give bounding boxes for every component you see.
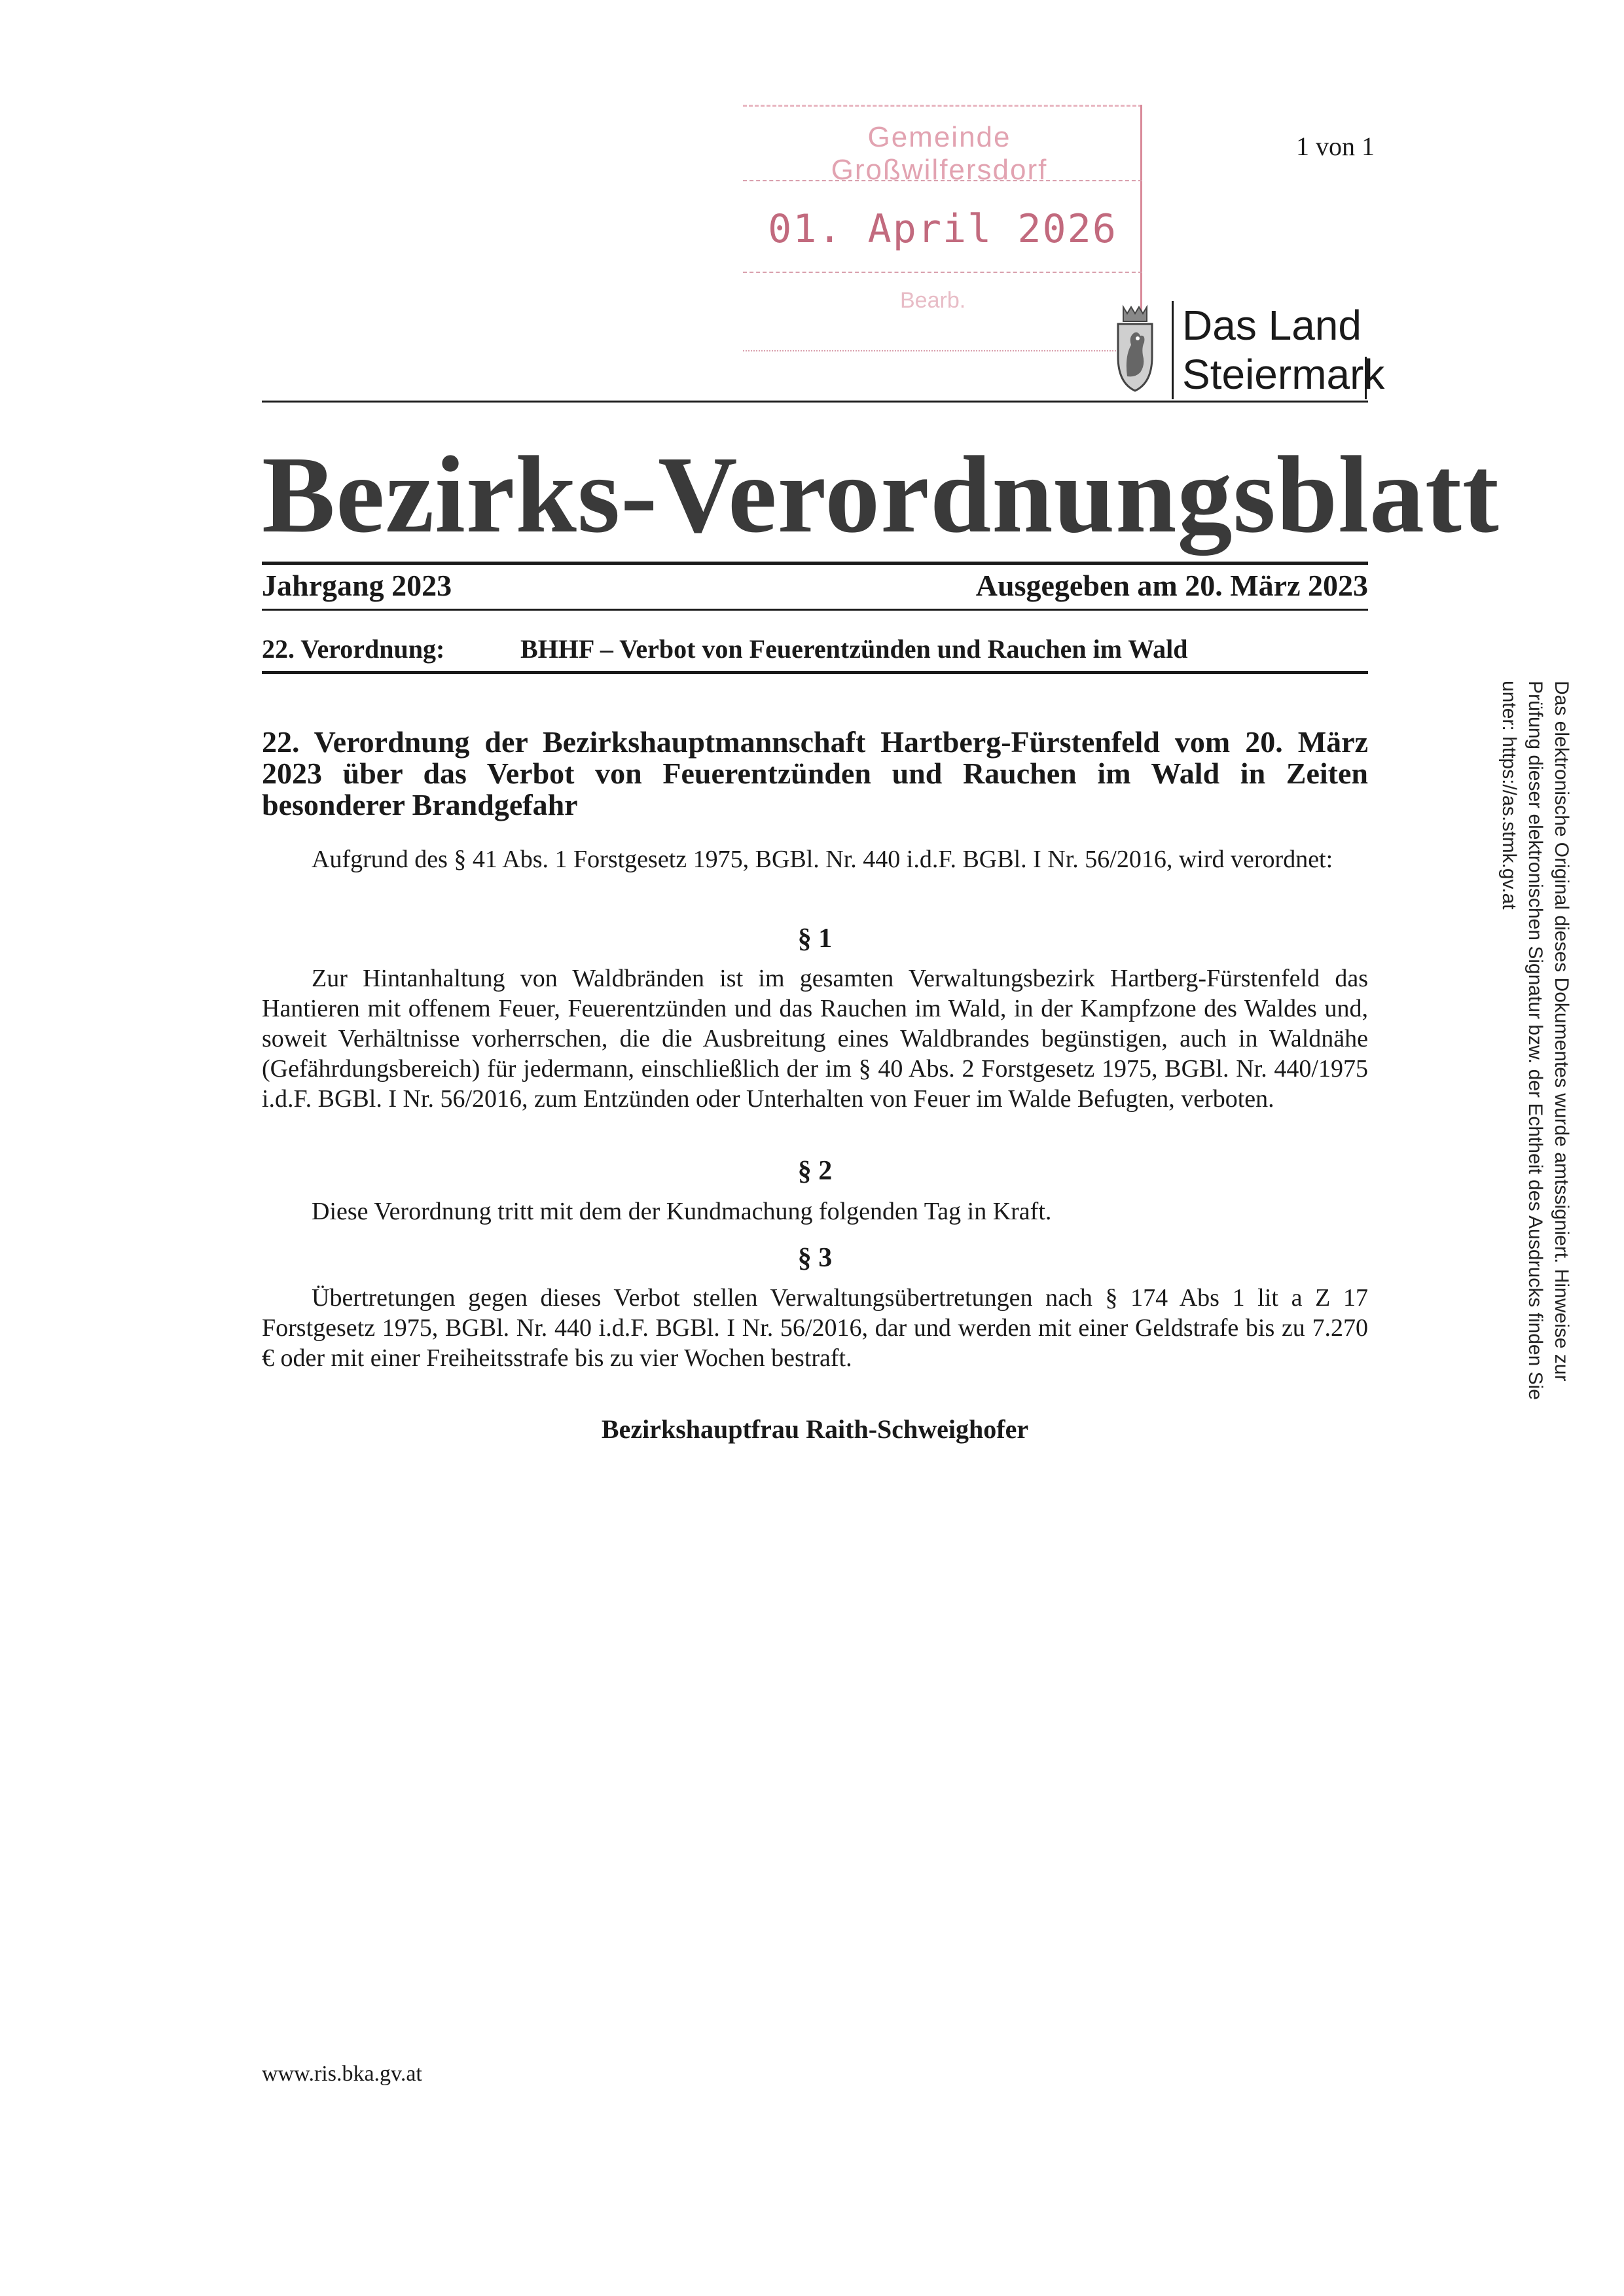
- meta-rule-mid: [262, 609, 1368, 611]
- ordinance-subject: BHHF – Verbot von Feuerentzünden und Rauchen im Wald: [520, 634, 1188, 664]
- section-2-label: § 2: [797, 1156, 833, 1186]
- section-1-text: Zur Hintanhaltung von Waldbränden ist im gesamten Verwaltungsbezirk Hartberg-Fürstenfeld das Hantieren mit offenem Feuer, Feuerentzünden und das Rauchen im Wald, in der Kampfzone des Waldes und, soweit Verhältnisse vorherrschen, die die Ausbreitung eines Waldbrandes begünstigen, auch in Waldnähe (Gefährdungsbereich) für jedermann, einschließlich der im § 40 Abs. 2 Forstgesetz 1975, BGBl. Nr. 440/1975 i.d.F. BGBl. I Nr. 56/2016, zum Entzünden oder Unterhalten von Feuer im Walde Befugten, verboten.: [262, 965, 1368, 1113]
- stamp-note: Bearb.: [900, 288, 966, 313]
- meta-rule-bottom: [262, 671, 1368, 674]
- signature-notice: Das elektronische Original dieses Dokumentes wurde amtssigniert. Hinweise zur Prüfung dieser elektronischen Signatur bzw. der Echtheit des Ausdrucks finden Sie unter: https://as.stmk.gv.at: [1498, 681, 1572, 1400]
- section-1-label: § 1: [797, 924, 833, 954]
- styrian-panther-crest-icon: [1111, 304, 1159, 393]
- stamp-municipality: Gemeinde Großwilfersdorf: [831, 121, 1048, 186]
- footer-url: www.ris.bka.gv.at: [262, 2062, 422, 2086]
- intro-paragraph: Aufgrund des § 41 Abs. 1 Forstgesetz 1975, BGBl. Nr. 440 i.d.F. BGBl. I Nr. 56/2016, wird verordnet:: [312, 846, 1333, 873]
- received-stamp: [704, 98, 1149, 360]
- logo-line-1: Das Land: [1182, 302, 1362, 349]
- stamp-date: 01. April 2026: [768, 206, 1117, 252]
- ordinance-label: 22. Verordnung:: [262, 634, 445, 664]
- issue-date: Ausgegeben am 20. März 2023: [975, 569, 1368, 602]
- section-2-text: Diese Verordnung tritt mit dem der Kundmachung folgenden Tag in Kraft.: [312, 1198, 1052, 1225]
- logo-line-2: Steiermark: [1182, 351, 1385, 398]
- land-steiermark-logo: [1111, 291, 1385, 409]
- meta-rule-top: [262, 562, 1368, 565]
- volume-year: Jahrgang 2023: [262, 569, 452, 602]
- page-title: Bezirks-Verordnungsblatt: [262, 434, 1500, 556]
- header-rule: [262, 401, 1368, 403]
- section-3-label: § 3: [797, 1243, 833, 1273]
- page-number: 1 von 1: [1296, 132, 1375, 161]
- signature: Bezirkshauptfrau Raith-Schweighofer: [601, 1414, 1029, 1444]
- ordinance-heading: 22. Verordnung der Bezirkshauptmannschaft Hartberg-Fürstenfeld vom 20. März 2023 über das Verbot von Feuerentzünden und Rauchen im Wald in Zeiten besonderer Brandgefahr: [262, 725, 1368, 821]
- section-3-text: Übertretungen gegen dieses Verbot stellen Verwaltungsübertretungen nach § 174 Abs 1 lit a Z 17 Forstgesetz 1975, BGBl. Nr. 440 i.d.F. BGBl. I Nr. 56/2016, dar und werden mit einer Geldstrafe bis zu 7.270 € oder mit einer Freiheitsstrafe bis zu vier Wochen bestraft.: [262, 1284, 1368, 1372]
